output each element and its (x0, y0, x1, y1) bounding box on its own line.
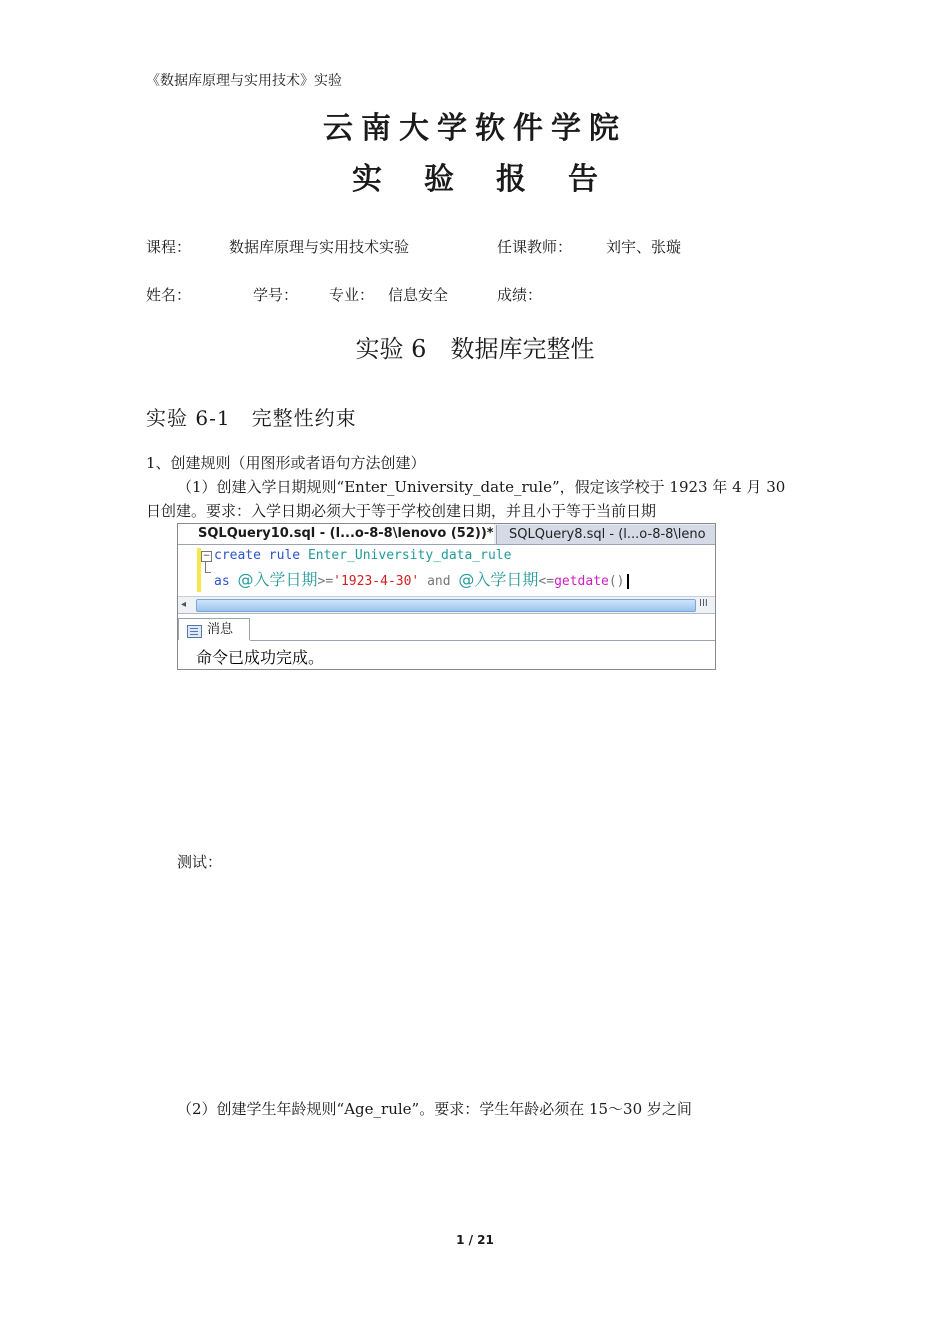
horizontal-scrollbar[interactable] (178, 596, 715, 613)
operator-gte: >= (317, 574, 334, 589)
report-title: 实验报告 (352, 162, 640, 197)
keyword-and: and (427, 574, 451, 589)
function-parens: () (608, 574, 625, 589)
sql-editor-screenshot (177, 523, 716, 670)
messages-icon (187, 625, 202, 638)
tab-divider (250, 640, 715, 641)
teacher-label: 任课教师： (497, 238, 573, 256)
scroll-left-arrow-icon[interactable]: ◂ (181, 599, 187, 610)
scroll-thumb[interactable] (196, 599, 696, 612)
operator-lte: <= (538, 574, 555, 589)
teacher-value: 刘宇、张璇 (606, 238, 682, 256)
date-literal: '1923-4-30' (333, 574, 420, 589)
tab-sqlquery8[interactable]: SQLQuery8.sql - (l...o-8-8\leno (496, 525, 716, 544)
major-value: 信息安全 (388, 286, 449, 304)
item1-title: 1、创建规则（用图形或者语句方法创建） (146, 454, 426, 472)
editor-tab-bar (178, 524, 715, 545)
keyword-rule: rule (268, 548, 301, 563)
score-label: 成绩： (497, 286, 543, 304)
section-title: 实验 6-1 完整性约束 (146, 406, 357, 430)
text-cursor (627, 574, 629, 589)
tab-sqlquery10[interactable]: SQLQuery10.sql - (l...o-8-8\lenovo (52))* (178, 524, 494, 544)
item1-sub2: （2）创建学生年龄规则“Age_rule”。要求：学生年龄必须在 15～30 岁之间 (177, 1100, 692, 1118)
code-editor[interactable] (178, 545, 715, 595)
code-line-2 (214, 567, 629, 590)
course-label: 课程： (146, 238, 192, 256)
test-label: 测试： (177, 853, 223, 871)
result-message: 命令已成功完成。 (196, 648, 325, 667)
course-value: 数据库原理与实用技术实验 (229, 238, 410, 256)
variable-enrollment-date-2: @入学日期 (458, 570, 539, 589)
experiment-title: 实验 6 数据库完整性 (355, 335, 595, 363)
page-number: 1 / 21 (456, 1233, 494, 1247)
name-label: 姓名： (146, 286, 192, 304)
code-line-1 (214, 548, 511, 563)
function-getdate: getdate (554, 574, 609, 589)
messages-tab[interactable] (178, 618, 250, 640)
university-title: 云南大学软件学院 (323, 111, 627, 146)
messages-tab-label: 消息 (207, 622, 234, 637)
item1-sub1-line2: 日创建。要求：入学日期必须大于等于学校创建日期，并且小于等于当前日期 (146, 502, 657, 520)
major-label: 专业： (329, 286, 375, 304)
rule-identifier: Enter_University_data_rule (307, 548, 512, 563)
document-header-note: 《数据库原理与实用技术》实验 (146, 73, 342, 89)
results-pane (178, 613, 715, 670)
splitter-grip-icon[interactable]: III (699, 598, 708, 609)
variable-enrollment-date-1: @入学日期 (237, 570, 318, 589)
keyword-create: create (214, 548, 261, 563)
outline-line (205, 562, 211, 573)
collapse-icon[interactable]: − (202, 551, 211, 561)
item1-sub1-line1: （1）创建入学日期规则“Enter_University_date_rule”，假定该学校于 1923 年 4 月 30 (177, 478, 786, 496)
keyword-as: as (214, 574, 230, 589)
student-id-label: 学号： (253, 286, 299, 304)
